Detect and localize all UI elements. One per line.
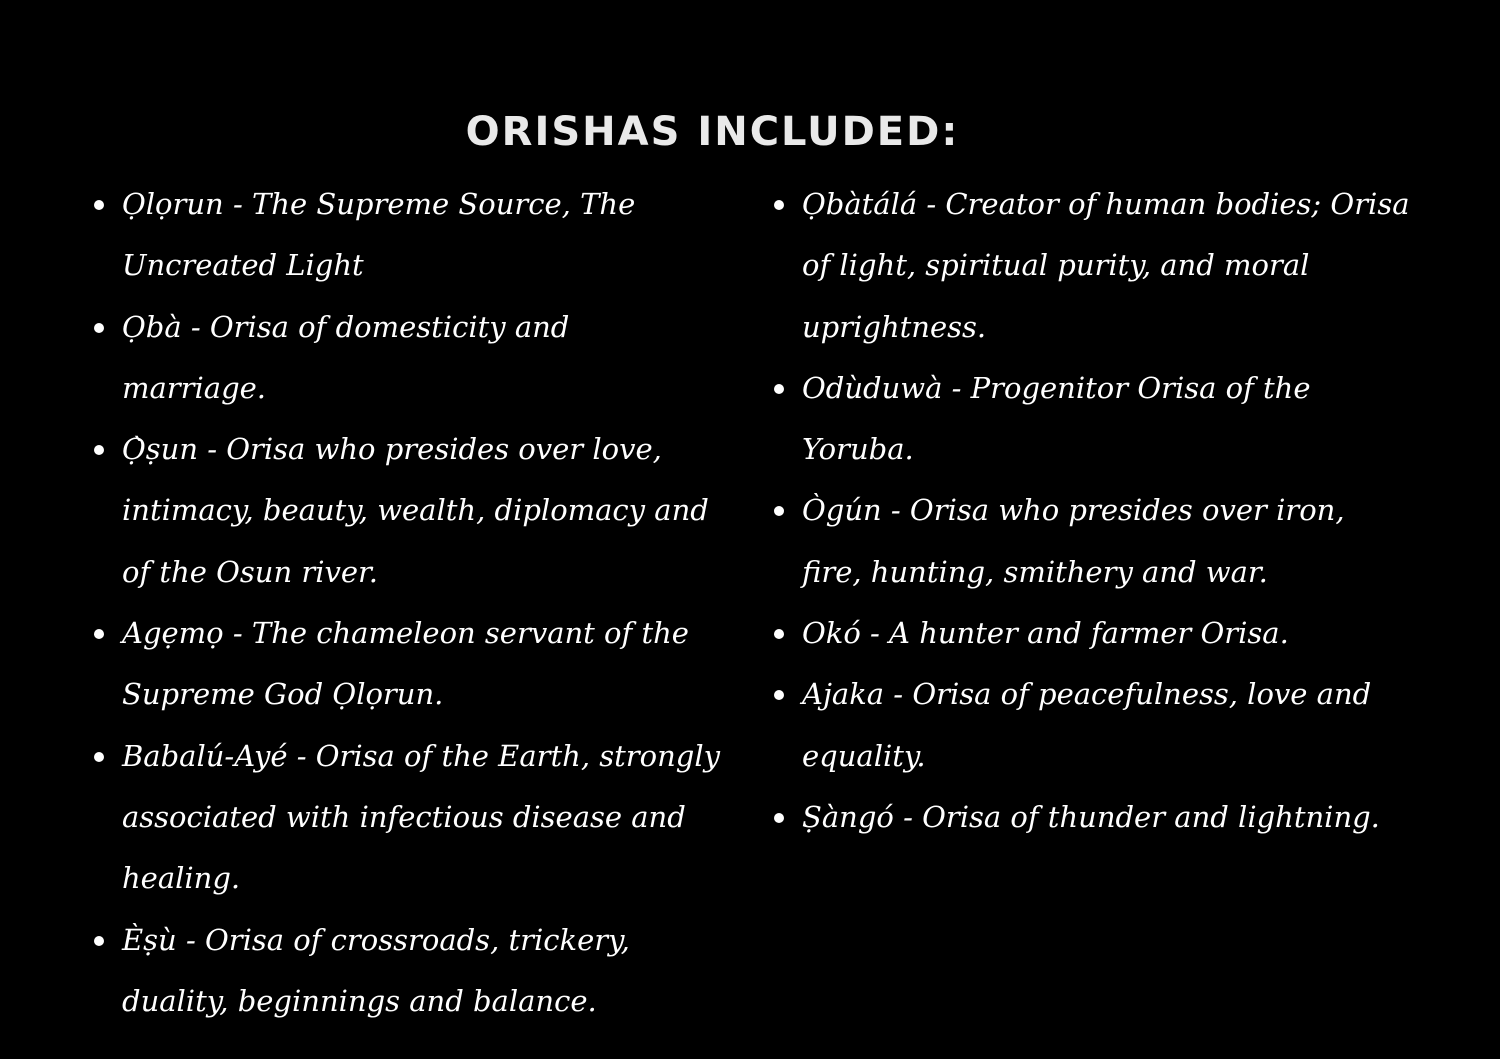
list-item	[772, 480, 1412, 603]
list-item-text: Agẹmọ - The chameleon servant of the Supreme God Ọlọrun.	[122, 616, 689, 712]
list-item	[92, 603, 722, 726]
list-item	[92, 297, 722, 420]
list-item	[92, 174, 722, 297]
list-item-text: Okó - A hunter and farmer Orisa.	[802, 616, 1289, 651]
orishas-list-right	[772, 174, 1412, 848]
list-item-text: Ajaka - Orisa of peacefulness, love and equality.	[802, 677, 1372, 773]
list-item-text: Ṣàngó - Orisa of thunder and lightning.	[802, 799, 1380, 834]
list-item-text: Ògún - Orisa who presides over iron, fire, hunting, smithery and war.	[802, 493, 1345, 589]
list-item	[92, 726, 722, 910]
list-item-text: Ọbà - Orisa of domesticity and marriage.	[122, 309, 570, 405]
bullet-icon	[774, 506, 784, 516]
bullet-icon	[774, 629, 784, 639]
list-item	[772, 174, 1412, 358]
bullet-icon	[94, 629, 104, 639]
page-title: ORISHAS INCLUDED:	[465, 109, 960, 155]
bullet-icon	[94, 752, 104, 762]
list-item	[772, 787, 1412, 848]
list-item	[92, 419, 722, 603]
list-item-text: Èṣù - Orisa of crossroads, trickery, duality, beginnings and balance.	[122, 922, 630, 1018]
bullet-icon	[94, 936, 104, 946]
list-item-text: Ọ̀ṣun - Orisa who presides over love, intimacy, beauty, wealth, diplomacy and of the Osun river.	[122, 432, 709, 589]
bullet-icon	[94, 445, 104, 455]
bullet-icon	[94, 200, 104, 210]
list-item-text: Ọbàtálá - Creator of human bodies; Orisa of light, spiritual purity, and moral uprightness.	[802, 187, 1410, 344]
list-item	[772, 603, 1412, 664]
bullet-icon	[774, 200, 784, 210]
list-item	[772, 358, 1412, 481]
list-item-text: Babalú-Ayé - Orisa of the Earth, strongly associated with infectious disease and healing.	[122, 738, 721, 896]
bullet-icon	[774, 384, 784, 394]
bullet-icon	[774, 813, 784, 823]
bullet-icon	[94, 323, 104, 333]
list-item-text: Ọlọrun - The Supreme Source, The Uncreated Light	[122, 187, 636, 283]
orishas-list-left	[92, 174, 722, 1032]
list-item-text: Odùduwà - Progenitor Orisa of the Yoruba.	[802, 370, 1311, 467]
list-item	[92, 910, 722, 1033]
bullet-icon	[774, 690, 784, 700]
list-item	[772, 664, 1412, 787]
